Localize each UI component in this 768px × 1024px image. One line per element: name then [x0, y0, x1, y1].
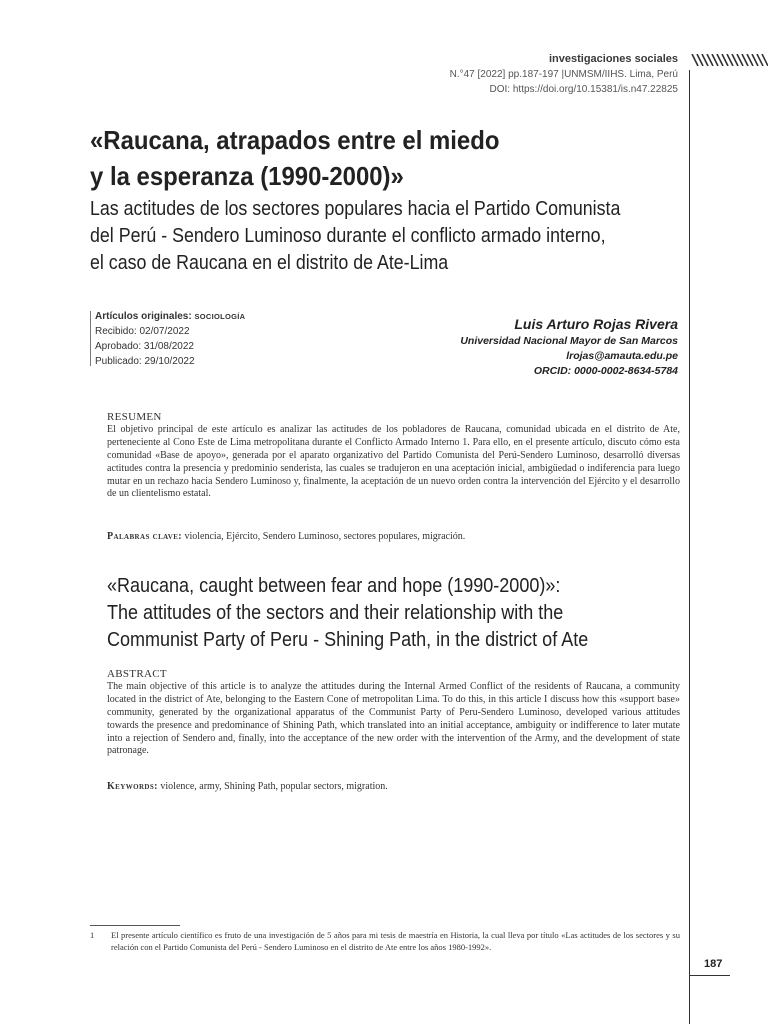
author-affiliation: Universidad Nacional Mayor de San Marcos [460, 335, 678, 347]
keywords-en [107, 781, 388, 792]
journal-header [450, 52, 678, 97]
footnote-number: 1 [90, 930, 95, 940]
resumen-heading: RESUMEN [107, 411, 162, 423]
keywords-en-label: Keywords: [107, 781, 158, 792]
hatch-decoration [690, 54, 768, 66]
margin-rule [689, 70, 690, 1024]
discipline-label: SOCIOLOGÍA [194, 312, 246, 321]
author-name: Luis Arturo Rojas Rivera [514, 316, 678, 332]
journal-name: investigaciones sociales [548, 53, 678, 65]
received-date: Recibido: 02/07/2022 [95, 326, 190, 337]
issue-info: N.°47 [2022] pp.187-197 |UNMSM/IIHS. Lima, Perú [449, 69, 678, 80]
page-number: 187 [704, 958, 723, 970]
keywords-es-text: violencia, Ejército, Sendero Luminoso, sectores populares, migración. [184, 531, 466, 542]
author-email[interactable]: lrojas@amauta.edu.pe [566, 350, 678, 362]
title-line: «Raucana, atrapados entre el miedo [90, 125, 500, 155]
subtitle-line: Las actitudes de los sectores populares hacia el Partido Comunista [90, 198, 621, 220]
published-date: Publicado: 29/10/2022 [95, 356, 195, 367]
page-number-rule [690, 975, 730, 976]
author-block [460, 314, 678, 379]
english-title [107, 573, 683, 654]
keywords-es [107, 531, 465, 542]
doi-link[interactable]: DOI: https://doi.org/10.15381/is.n47.22825 [489, 84, 678, 95]
abstract-section [107, 668, 680, 758]
footnote-text: El presente artículo científico es fruto de una investigación de 5 años para mi tesis de maestría en Historia, la cual lleva por título «Las actitudes de los sectores y su relación con el Partido Comunista del Perú - Sendero Luminoso en el distrito de Ate entre los años 1980-1992». [111, 930, 680, 952]
article-type-label: Artículos originales: [95, 311, 192, 322]
keywords-es-label: Palabras clave: [107, 531, 182, 542]
title-line: y la esperanza (1990-2000)» [90, 161, 404, 191]
subtitle-line: el caso de Raucana en el distrito de Ate-Lima [90, 252, 449, 274]
author-orcid[interactable]: ORCID: 0000-0002-8634-5784 [533, 365, 678, 377]
footnote-rule [90, 925, 180, 926]
english-title-line: The attitudes of the sectors and their relationship with the [107, 602, 564, 624]
english-title-line: Communist Party of Peru - Shining Path, in the district of Ate [107, 629, 589, 651]
approved-date: Aprobado: 31/08/2022 [95, 341, 194, 352]
article-subtitle [90, 196, 677, 277]
subtitle-line: del Perú - Sendero Luminoso durante el conflicto armado interno, [90, 225, 606, 247]
abstract-text: The main objective of this article is to analyze the attitudes during the Internal Armed Conflict of the residents of Raucana, a community located in the district of Ate, belonging to the Eastern Cone of metropolitan Lima. To do this, in this article I discuss how this «support base» community, generated by the organizational apparatus of the Communist Party of Peru-Sendero Luminoso, developed various attitudes towards the presence and predominance of Shining Path, which translated into an initial acceptance, ambiguity or indifference to later mutate into a rejection of Sendero and, finally, into the acceptance of the new order with the intervention of the Army, and the development of state patronage. [107, 680, 680, 757]
keywords-en-text: violence, army, Shining Path, popular sectors, migration. [160, 781, 388, 792]
english-title-line: «Raucana, caught between fear and hope (1990-2000)»: [107, 575, 561, 597]
meta-divider [90, 311, 91, 366]
resumen-section [107, 411, 680, 501]
footnote [90, 929, 680, 953]
abstract-heading: ABSTRACT [107, 668, 167, 680]
resumen-text: El objetivo principal de este artículo es analizar las actitudes de los pobladores de Raucana, comunidad ubicada en el distrito de Ate, perteneciente al Cono Este de Lima metropolitana durante el Conflicto Armado Interno 1. Para ello, en el presente artículo, discuto cómo esta comunidad «Base de apoyo», generada por el aparato organizativo del Partido Comunista del Perú-Sendero Luminoso, desarrolló diversas actitudes contra la presencia y predominio senderista, las cuales se tradujeron en una aceptación inicial, ambigüedad o indiferencia para luego mutar en un rechazo hacia Sendero Luminoso y, finalmente, la aceptación de un nuevo orden contra la intervención del Ejército y el desarrollo de un clientelismo estatal. [107, 423, 680, 500]
article-meta [95, 309, 245, 369]
article-title [90, 122, 642, 194]
